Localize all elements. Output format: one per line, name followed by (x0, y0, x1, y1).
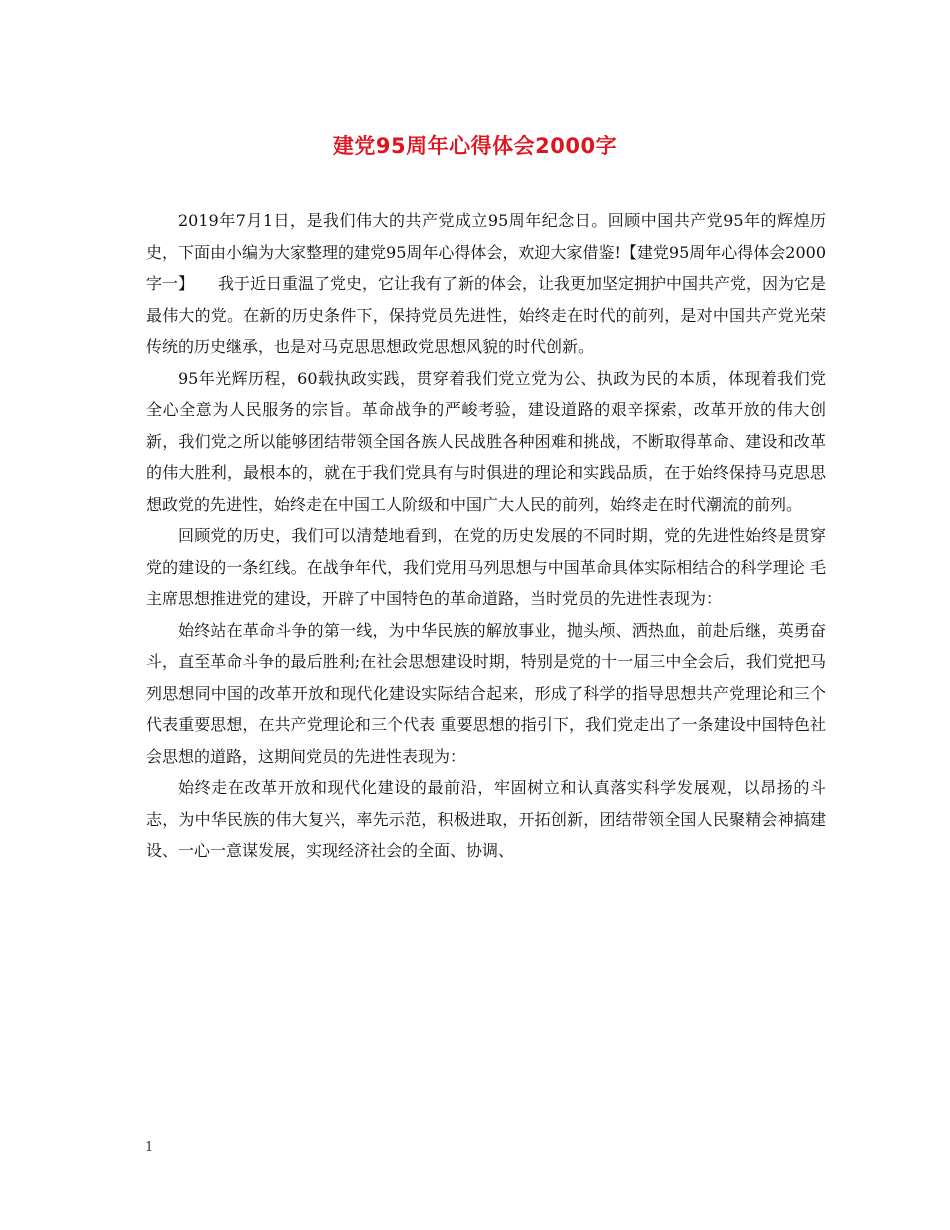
paragraph-2: 95年光辉历程，60载执政实践，贯穿着我们党立党为公、执政为民的本质，体现着我们党全心全意为人民服务的宗旨。革命战争的严峻考验，建设道路的艰辛探索，改革开放的伟大创新，我们党之所以能够团结带领全国各族人民战胜各种困难和挑战，不断取得革命、建设和改革的伟大胜利，最根本的，就在于我们党具有与时俱进的理论和实践品质，在于始终保持马克思思想政党的先进性，始终走在中国工人阶级和中国广大人民的前列，始终走在时代潮流的前列。 (146, 368, 826, 514)
paragraph-4: 始终站在革命斗争的第一线，为中华民族的解放事业，抛头颅、洒热血，前赴后继，英勇奋斗，直至革命斗争的最后胜利;在社会思想建设时期，特别是党的十一届三中全会后，我们党把马列思想同中国的改革开放和现代化建设实际结合起来，形成了科学的指导思想共产党理论和三个代表重要思想，在共产党理论和三个代表 重要思想的指引下，我们党走出了一条建设中国特色社会思想的道路，这期间党员的先进性表现为： (146, 620, 826, 766)
page-number: 1 (145, 1140, 154, 1155)
document-title: 建党95周年心得体会2000字 (332, 134, 618, 158)
document-body (146, 205, 826, 867)
paragraph-1: 2019年7月1日，是我们伟大的共产党成立95周年纪念日。回顾中国共产党95年的辉煌历史，下面由小编为大家整理的建党95周年心得体会，欢迎大家借鉴!【建党95周年心得体会2000字一】 我于近日重温了党史，它让我有了新的体会，让我更加坚定拥护中国共产党，因为它是最伟大的党。在新的历史条件下，保持党员先进性，始终走在时代的前列，是对中国共产党光荣传统的历史继承，也是对马克思思想政党思想风貌的时代创新。 (146, 211, 827, 356)
paragraph-5: 始终走在改革开放和现代化建设的最前沿，牢固树立和认真落实科学发展观，以昂扬的斗志，为中华民族的伟大复兴，率先示范，积极进取，开拓创新，团结带领全国人民聚精会神搞建设、一心一意谋发展，实现经济社会的全面、协调、 (146, 778, 826, 860)
paragraph-3: 回顾党的历史，我们可以清楚地看到，在党的历史发展的不同时期，党的先进性始终是贯穿党的建设的一条红线。在战争年代，我们党用马列思想与中国革命具体实际相结合的科学理论 毛主席思想推进党的建设，开辟了中国特色的革命道路，当时党员的先进性表现为： (146, 526, 826, 608)
